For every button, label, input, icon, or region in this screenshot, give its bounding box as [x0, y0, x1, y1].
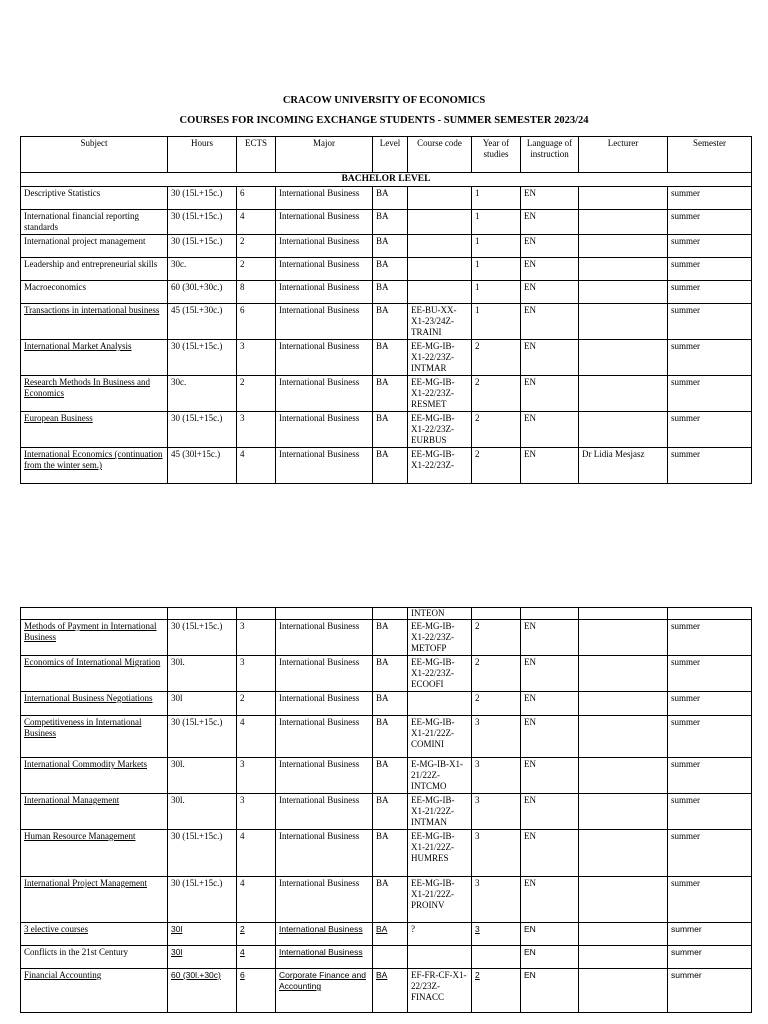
table-row [21, 376, 752, 412]
subject-cell: Conflicts in the 21st Century [21, 946, 168, 969]
course-code-cell: EE-MG-IB-X1-22/23Z- [408, 448, 472, 484]
col-header: Level [373, 137, 408, 173]
subject-cell: Research Methods In Business and Economics [21, 376, 168, 412]
semester-cell: summer [668, 210, 752, 235]
table-row [21, 210, 752, 235]
major-cell: International Business [276, 448, 373, 484]
level-cell: BA [373, 448, 408, 484]
semester-cell: summer [668, 877, 752, 923]
subject-cell: Descriptive Statistics [21, 187, 168, 210]
year-cell: 1 [472, 281, 521, 304]
lecturer-cell [579, 187, 668, 210]
language-cell: EN [521, 448, 579, 484]
table-row [21, 794, 752, 830]
level-cell: BA [373, 969, 408, 1013]
year-cell: 3 [472, 716, 521, 758]
level-cell: BA [373, 304, 408, 340]
table-row [21, 304, 752, 340]
subject-cell: Transactions in international business [21, 304, 168, 340]
ects-cell: 2 [237, 923, 276, 946]
document-subtitle: COURSES FOR INCOMING EXCHANGE STUDENTS - SUMMER SEMESTER 2023/24 [179, 115, 589, 126]
ects-cell: 2 [237, 258, 276, 281]
subject-cell: Financial Accounting [21, 969, 168, 1013]
major-cell: International Business [276, 187, 373, 210]
language-cell: EN [521, 877, 579, 923]
semester-cell: summer [668, 304, 752, 340]
year-cell: 2 [472, 692, 521, 716]
course-code-cell [408, 692, 472, 716]
ects-cell: 3 [237, 758, 276, 794]
table-row [21, 187, 752, 210]
subject-cell: International Business Negotiations [21, 692, 168, 716]
subject-cell: Leadership and entrepreneurial skills [21, 258, 168, 281]
semester-cell: summer [668, 692, 752, 716]
year-cell [472, 946, 521, 969]
section-label: BACHELOR LEVEL [21, 173, 752, 187]
language-cell: EN [521, 412, 579, 448]
lecturer-cell [579, 656, 668, 692]
year-cell: 3 [472, 830, 521, 877]
ects-cell: 4 [237, 210, 276, 235]
major-cell: International Business [276, 877, 373, 923]
major-cell: International Business [276, 656, 373, 692]
col-header: Hours [168, 137, 237, 173]
lecturer-cell [579, 758, 668, 794]
level-cell: BA [373, 376, 408, 412]
lecturer-cell [579, 304, 668, 340]
semester-cell: summer [668, 340, 752, 376]
table-row [21, 620, 752, 656]
lecturer-cell [579, 258, 668, 281]
course-code-cell: EF-FR-CF-X1-22/23Z-FINACC [408, 969, 472, 1013]
major-cell: Corporate Finance and Accounting [276, 969, 373, 1013]
lecturer-cell [579, 969, 668, 1013]
level-cell: BA [373, 656, 408, 692]
major-cell: International Business [276, 376, 373, 412]
lecturer-cell [579, 877, 668, 923]
language-cell: EN [521, 758, 579, 794]
hours-cell: 45 (15l.+30c.) [168, 304, 237, 340]
course-code-cell [408, 258, 472, 281]
semester-cell: summer [668, 969, 752, 1013]
year-cell: 1 [472, 187, 521, 210]
subject-cell: Macroeconomics [21, 281, 168, 304]
language-cell: EN [521, 946, 579, 969]
course-code-cell: EE-MG-IB-X1-22/23Z-ECOOFI [408, 656, 472, 692]
language-cell: EN [521, 340, 579, 376]
year-cell: 2 [472, 412, 521, 448]
lecturer-cell [579, 620, 668, 656]
year-cell: 2 [472, 620, 521, 656]
major-cell: International Business [276, 281, 373, 304]
course-code-cell: EE-MG-IB-X1-21/22Z-INTMAN [408, 794, 472, 830]
hours-cell: 30l. [168, 794, 237, 830]
course-code-cell [408, 187, 472, 210]
language-cell: EN [521, 210, 579, 235]
semester-cell: summer [668, 620, 752, 656]
ects-cell: 6 [237, 304, 276, 340]
language-cell: EN [521, 923, 579, 946]
lecturer-cell: Dr Lidia Mesjasz [579, 448, 668, 484]
lecturer-cell [579, 412, 668, 448]
subject-cell: 3 elective courses [21, 923, 168, 946]
language-cell: EN [521, 692, 579, 716]
subject-cell: International project management [21, 235, 168, 258]
table-row [21, 235, 752, 258]
level-cell: BA [373, 187, 408, 210]
course-code-cell: EE-MG-IB-X1-22/23Z-INTMAR [408, 340, 472, 376]
course-code-cell: EE-MG-IB-X1-22/23Z-METOFP [408, 620, 472, 656]
major-cell: International Business [276, 210, 373, 235]
hours-cell: 30 (15l.+15c.) [168, 210, 237, 235]
table-row [21, 716, 752, 758]
table-row [21, 946, 752, 969]
level-cell: BA [373, 210, 408, 235]
lecturer-cell [579, 281, 668, 304]
major-cell: International Business [276, 340, 373, 376]
table-row [21, 258, 752, 281]
hours-cell: 30 (15l.+15c.) [168, 620, 237, 656]
major-cell: International Business [276, 692, 373, 716]
hours-cell: 30l [168, 692, 237, 716]
subject-cell: International Market Analysis [21, 340, 168, 376]
courses-table-top [20, 136, 752, 484]
semester-cell: summer [668, 656, 752, 692]
semester-cell: summer [668, 923, 752, 946]
ects-cell: 4 [237, 830, 276, 877]
level-cell: BA [373, 794, 408, 830]
level-cell: BA [373, 340, 408, 376]
lecturer-cell [579, 923, 668, 946]
language-cell: EN [521, 716, 579, 758]
level-cell: BA [373, 412, 408, 448]
major-cell: International Business [276, 830, 373, 877]
semester-cell: summer [668, 758, 752, 794]
subject-cell: Methods of Payment in International Business [21, 620, 168, 656]
course-code-cell: E-MG-IB-X1-21/22Z-INTCMO [408, 758, 472, 794]
university-title: CRACOW UNIVERSITY OF ECONOMICS [282, 95, 486, 106]
hours-cell: 30 (15l.+15c.) [168, 187, 237, 210]
course-code-cell [408, 946, 472, 969]
level-cell: BA [373, 716, 408, 758]
course-code-cell: EE-MG-IB-X1-22/23Z-RESMET [408, 376, 472, 412]
ects-cell: 6 [237, 187, 276, 210]
semester-cell: summer [668, 258, 752, 281]
year-cell: 3 [472, 794, 521, 830]
col-header: Semester [668, 137, 752, 173]
semester-cell: summer [668, 716, 752, 758]
ects-cell: 3 [237, 656, 276, 692]
subject-cell: Economics of International Migration [21, 656, 168, 692]
level-cell: BA [373, 235, 408, 258]
year-cell: 3 [472, 877, 521, 923]
ects-cell: 3 [237, 340, 276, 376]
year-cell: 1 [472, 258, 521, 281]
subject-cell: Human Resource Management [21, 830, 168, 877]
semester-cell: summer [668, 281, 752, 304]
language-cell: EN [521, 830, 579, 877]
course-code-cell [408, 210, 472, 235]
year-cell: 3 [472, 923, 521, 946]
ects-cell: 6 [237, 969, 276, 1013]
language-cell: EN [521, 656, 579, 692]
year-cell: 2 [472, 656, 521, 692]
hours-cell: 30c. [168, 258, 237, 281]
level-cell: BA [373, 877, 408, 923]
table-row [21, 830, 752, 877]
major-cell: International Business [276, 412, 373, 448]
table-row [21, 692, 752, 716]
lecturer-cell [579, 235, 668, 258]
lecturer-cell [579, 716, 668, 758]
subject-cell: International Economics (continuation from the winter sem.) [21, 448, 168, 484]
year-cell: 3 [472, 758, 521, 794]
col-header: Lecturer [579, 137, 668, 173]
language-cell: EN [521, 304, 579, 340]
lecturer-cell [579, 946, 668, 969]
lecturer-cell [579, 830, 668, 877]
hours-cell: 60 (30l.+30c) [168, 969, 237, 1013]
semester-cell: summer [668, 830, 752, 877]
continuation-row [21, 608, 752, 620]
ects-cell: 3 [237, 794, 276, 830]
major-cell: International Business [276, 258, 373, 281]
ects-cell: 4 [237, 946, 276, 969]
hours-cell: 30c. [168, 376, 237, 412]
year-cell: 2 [472, 448, 521, 484]
semester-cell: summer [668, 448, 752, 484]
col-header: Major [276, 137, 373, 173]
major-cell: International Business [276, 620, 373, 656]
semester-cell: summer [668, 794, 752, 830]
ects-cell: 2 [237, 692, 276, 716]
subject-cell: International Management [21, 794, 168, 830]
hours-cell: 30l. [168, 656, 237, 692]
course-code-cell: EE-MG-IB-X1-22/23Z-EURBUS [408, 412, 472, 448]
hours-cell: 30l [168, 923, 237, 946]
table-row [21, 448, 752, 484]
col-header: Language of instruction [521, 137, 579, 173]
hours-cell: 60 (30l.+30c.) [168, 281, 237, 304]
major-cell: International Business [276, 304, 373, 340]
language-cell: EN [521, 969, 579, 1013]
courses-table-bottom [20, 607, 752, 1013]
table-row [21, 923, 752, 946]
semester-cell: summer [668, 412, 752, 448]
language-cell: EN [521, 281, 579, 304]
major-cell: International Business [276, 716, 373, 758]
col-header: Course code [408, 137, 472, 173]
year-cell: 2 [472, 340, 521, 376]
level-cell: BA [373, 923, 408, 946]
course-code-cell [408, 235, 472, 258]
hours-cell: 30l [168, 946, 237, 969]
course-code-cell: EE-MG-IB-X1-21/22Z-PROINV [408, 877, 472, 923]
year-cell: 2 [472, 376, 521, 412]
hours-cell: 30 (15l.+15c.) [168, 412, 237, 448]
language-cell: EN [521, 376, 579, 412]
major-cell: International Business [276, 235, 373, 258]
hours-cell: 30 (15l.+15c.) [168, 877, 237, 923]
year-cell: 2 [472, 969, 521, 1013]
level-cell: BA [373, 281, 408, 304]
lecturer-cell [579, 376, 668, 412]
hours-cell: 30 (15l.+15c.) [168, 716, 237, 758]
semester-cell: summer [668, 376, 752, 412]
table-row [21, 656, 752, 692]
course-code-cell: EE-MG-IB-X1-21/22Z-COMINI [408, 716, 472, 758]
course-code-continuation: INTEON [408, 608, 472, 620]
hours-cell: 45 (30l+15c.) [168, 448, 237, 484]
lecturer-cell [579, 210, 668, 235]
semester-cell: summer [668, 187, 752, 210]
course-code-cell: EE-BU-XX-X1-23/24Z-TRAINI [408, 304, 472, 340]
col-header: ECTS [237, 137, 276, 173]
level-cell: BA [373, 258, 408, 281]
lecturer-cell [579, 340, 668, 376]
table-row [21, 758, 752, 794]
ects-cell: 2 [237, 376, 276, 412]
table-row [21, 412, 752, 448]
year-cell: 1 [472, 235, 521, 258]
table-row [21, 877, 752, 923]
hours-cell: 30l. [168, 758, 237, 794]
level-cell: BA [373, 620, 408, 656]
subject-cell: International Project Management [21, 877, 168, 923]
ects-cell: 3 [237, 620, 276, 656]
major-cell: International Business [276, 794, 373, 830]
course-code-cell: ? [408, 923, 472, 946]
major-cell: International Business [276, 923, 373, 946]
level-cell: BA [373, 830, 408, 877]
language-cell: EN [521, 794, 579, 830]
lecturer-cell [579, 794, 668, 830]
language-cell: EN [521, 258, 579, 281]
hours-cell: 30 (15l.+15c.) [168, 830, 237, 877]
ects-cell: 8 [237, 281, 276, 304]
ects-cell: 4 [237, 877, 276, 923]
hours-cell: 30 (15l.+15c.) [168, 340, 237, 376]
major-cell: International Business [276, 946, 373, 969]
lecturer-cell [579, 692, 668, 716]
table-header-row [21, 137, 752, 173]
course-code-cell: EE-MG-IB-X1-21/22Z-HUMRES [408, 830, 472, 877]
subject-cell: Competitiveness in International Business [21, 716, 168, 758]
language-cell: EN [521, 235, 579, 258]
semester-cell: summer [668, 946, 752, 969]
table-row [21, 281, 752, 304]
section-row [21, 173, 752, 187]
level-cell: BA [373, 692, 408, 716]
ects-cell: 2 [237, 235, 276, 258]
major-cell: International Business [276, 758, 373, 794]
semester-cell: summer [668, 235, 752, 258]
col-header: Subject [21, 137, 168, 173]
ects-cell: 4 [237, 716, 276, 758]
subject-cell: European Business [21, 412, 168, 448]
language-cell: EN [521, 187, 579, 210]
subject-cell: International Commodity Markets [21, 758, 168, 794]
year-cell: 1 [472, 304, 521, 340]
level-cell [373, 946, 408, 969]
year-cell: 1 [472, 210, 521, 235]
level-cell: BA [373, 758, 408, 794]
ects-cell: 4 [237, 448, 276, 484]
table-row [21, 969, 752, 1013]
subject-cell: International financial reporting standards [21, 210, 168, 235]
table-row [21, 340, 752, 376]
course-code-cell [408, 281, 472, 304]
ects-cell: 3 [237, 412, 276, 448]
col-header: Year of studies [472, 137, 521, 173]
language-cell: EN [521, 620, 579, 656]
hours-cell: 30 (15l.+15c.) [168, 235, 237, 258]
